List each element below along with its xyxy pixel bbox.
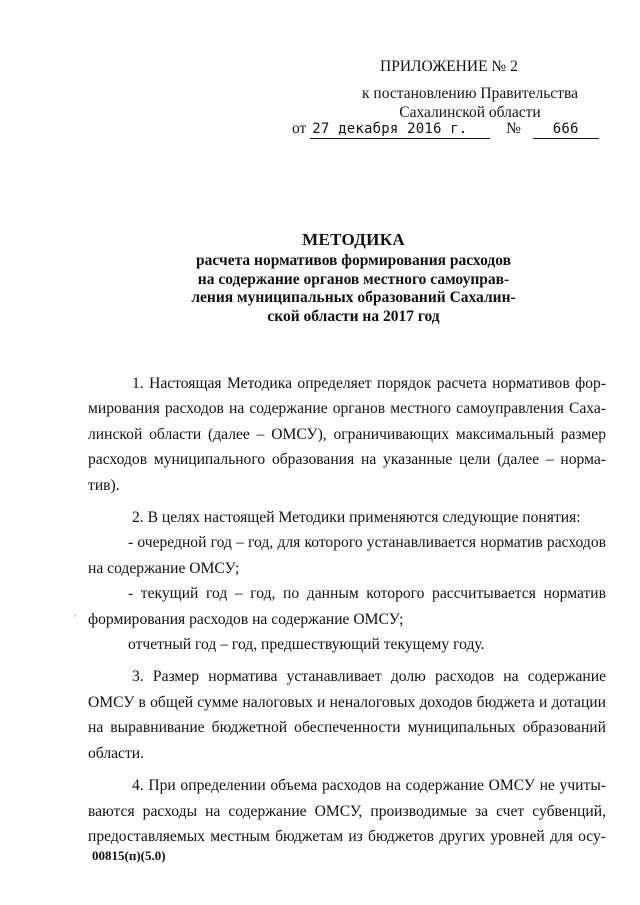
text-line: мирования расходов на содержание органов местного самоуправления Саха- [88, 400, 606, 418]
text-line: ваются расходы на содержание ОМСУ, производимые за счет субвенций, [88, 802, 606, 820]
form-code: 00815(п)(5.0) [92, 848, 166, 863]
subtitle-line: ления муниципальных образований Сахалин- [191, 289, 516, 306]
decree-date-line [292, 120, 599, 139]
subtitle-line: расчета нормативов формирования расходов [196, 252, 511, 269]
text-line: 3. Размер норматива устанавливает долю расходов на содержание [132, 668, 606, 686]
text-line: на выравнивание бюджетной обеспеченности муниципальных образований [88, 719, 606, 737]
text-line: тив). [88, 476, 120, 494]
text-line: 4. При определении объема расходов на содержание ОМСУ не учиты- [132, 777, 606, 795]
text-line: расходов муниципального образования на указанные цели (далее – норма- [88, 451, 606, 469]
subtitle-line: ской области на 2017 год [267, 307, 440, 325]
decree-date: 27 декабря 2016 г. [310, 120, 490, 139]
document-body [88, 371, 606, 849]
subtitle-line: на содержание органов местного самоуправ- [197, 270, 510, 288]
text-line: предоставляемых местным бюджетам из бюджетов других уровней для осу- [88, 827, 606, 845]
text-line: 2. В целях настоящей Методики применяются следующие понятия: [132, 509, 581, 527]
text-line: формирования расходов на содержание ОМСУ; [88, 610, 404, 628]
text-line: - очередной год – год, для которого устанавливается норматив расходов [128, 534, 606, 552]
text-line: на содержание ОМСУ; [88, 559, 240, 577]
decree-reference-line: к постановлению Правительства [362, 85, 578, 102]
appendix-heading: ПРИЛОЖЕНИЕ № 2 [380, 58, 518, 75]
text-line: 1. Настоящая Методика определяет порядок расчета нормативов фор- [132, 375, 606, 392]
text-line: - текущий год – год, по данным которого рассчитывается норматив [128, 585, 606, 603]
paragraph-3 [88, 664, 606, 766]
text-line: отчетный год – год, предшествующий текущему году. [128, 636, 485, 654]
decree-reference [340, 84, 600, 122]
number-label: № [506, 120, 521, 137]
from-label: от [292, 120, 307, 137]
text-line: области. [88, 744, 145, 762]
scan-artifact: ׳ [74, 612, 77, 623]
paragraph-1 [88, 371, 606, 498]
text-line: линской области (далее – ОМСУ), ограничивающих максимальный размер [88, 425, 606, 443]
decree-number: 666 [533, 120, 599, 139]
text-line: ОМСУ в общей сумме налоговых и неналоговых доходов бюджета и дотации [88, 693, 606, 711]
paragraph-4 [88, 773, 606, 849]
decree-reference-line: Сахалинской области [399, 104, 541, 121]
document-title: МЕТОДИКА [302, 230, 405, 249]
document-subtitle [0, 252, 640, 326]
paragraph-2 [88, 505, 606, 657]
